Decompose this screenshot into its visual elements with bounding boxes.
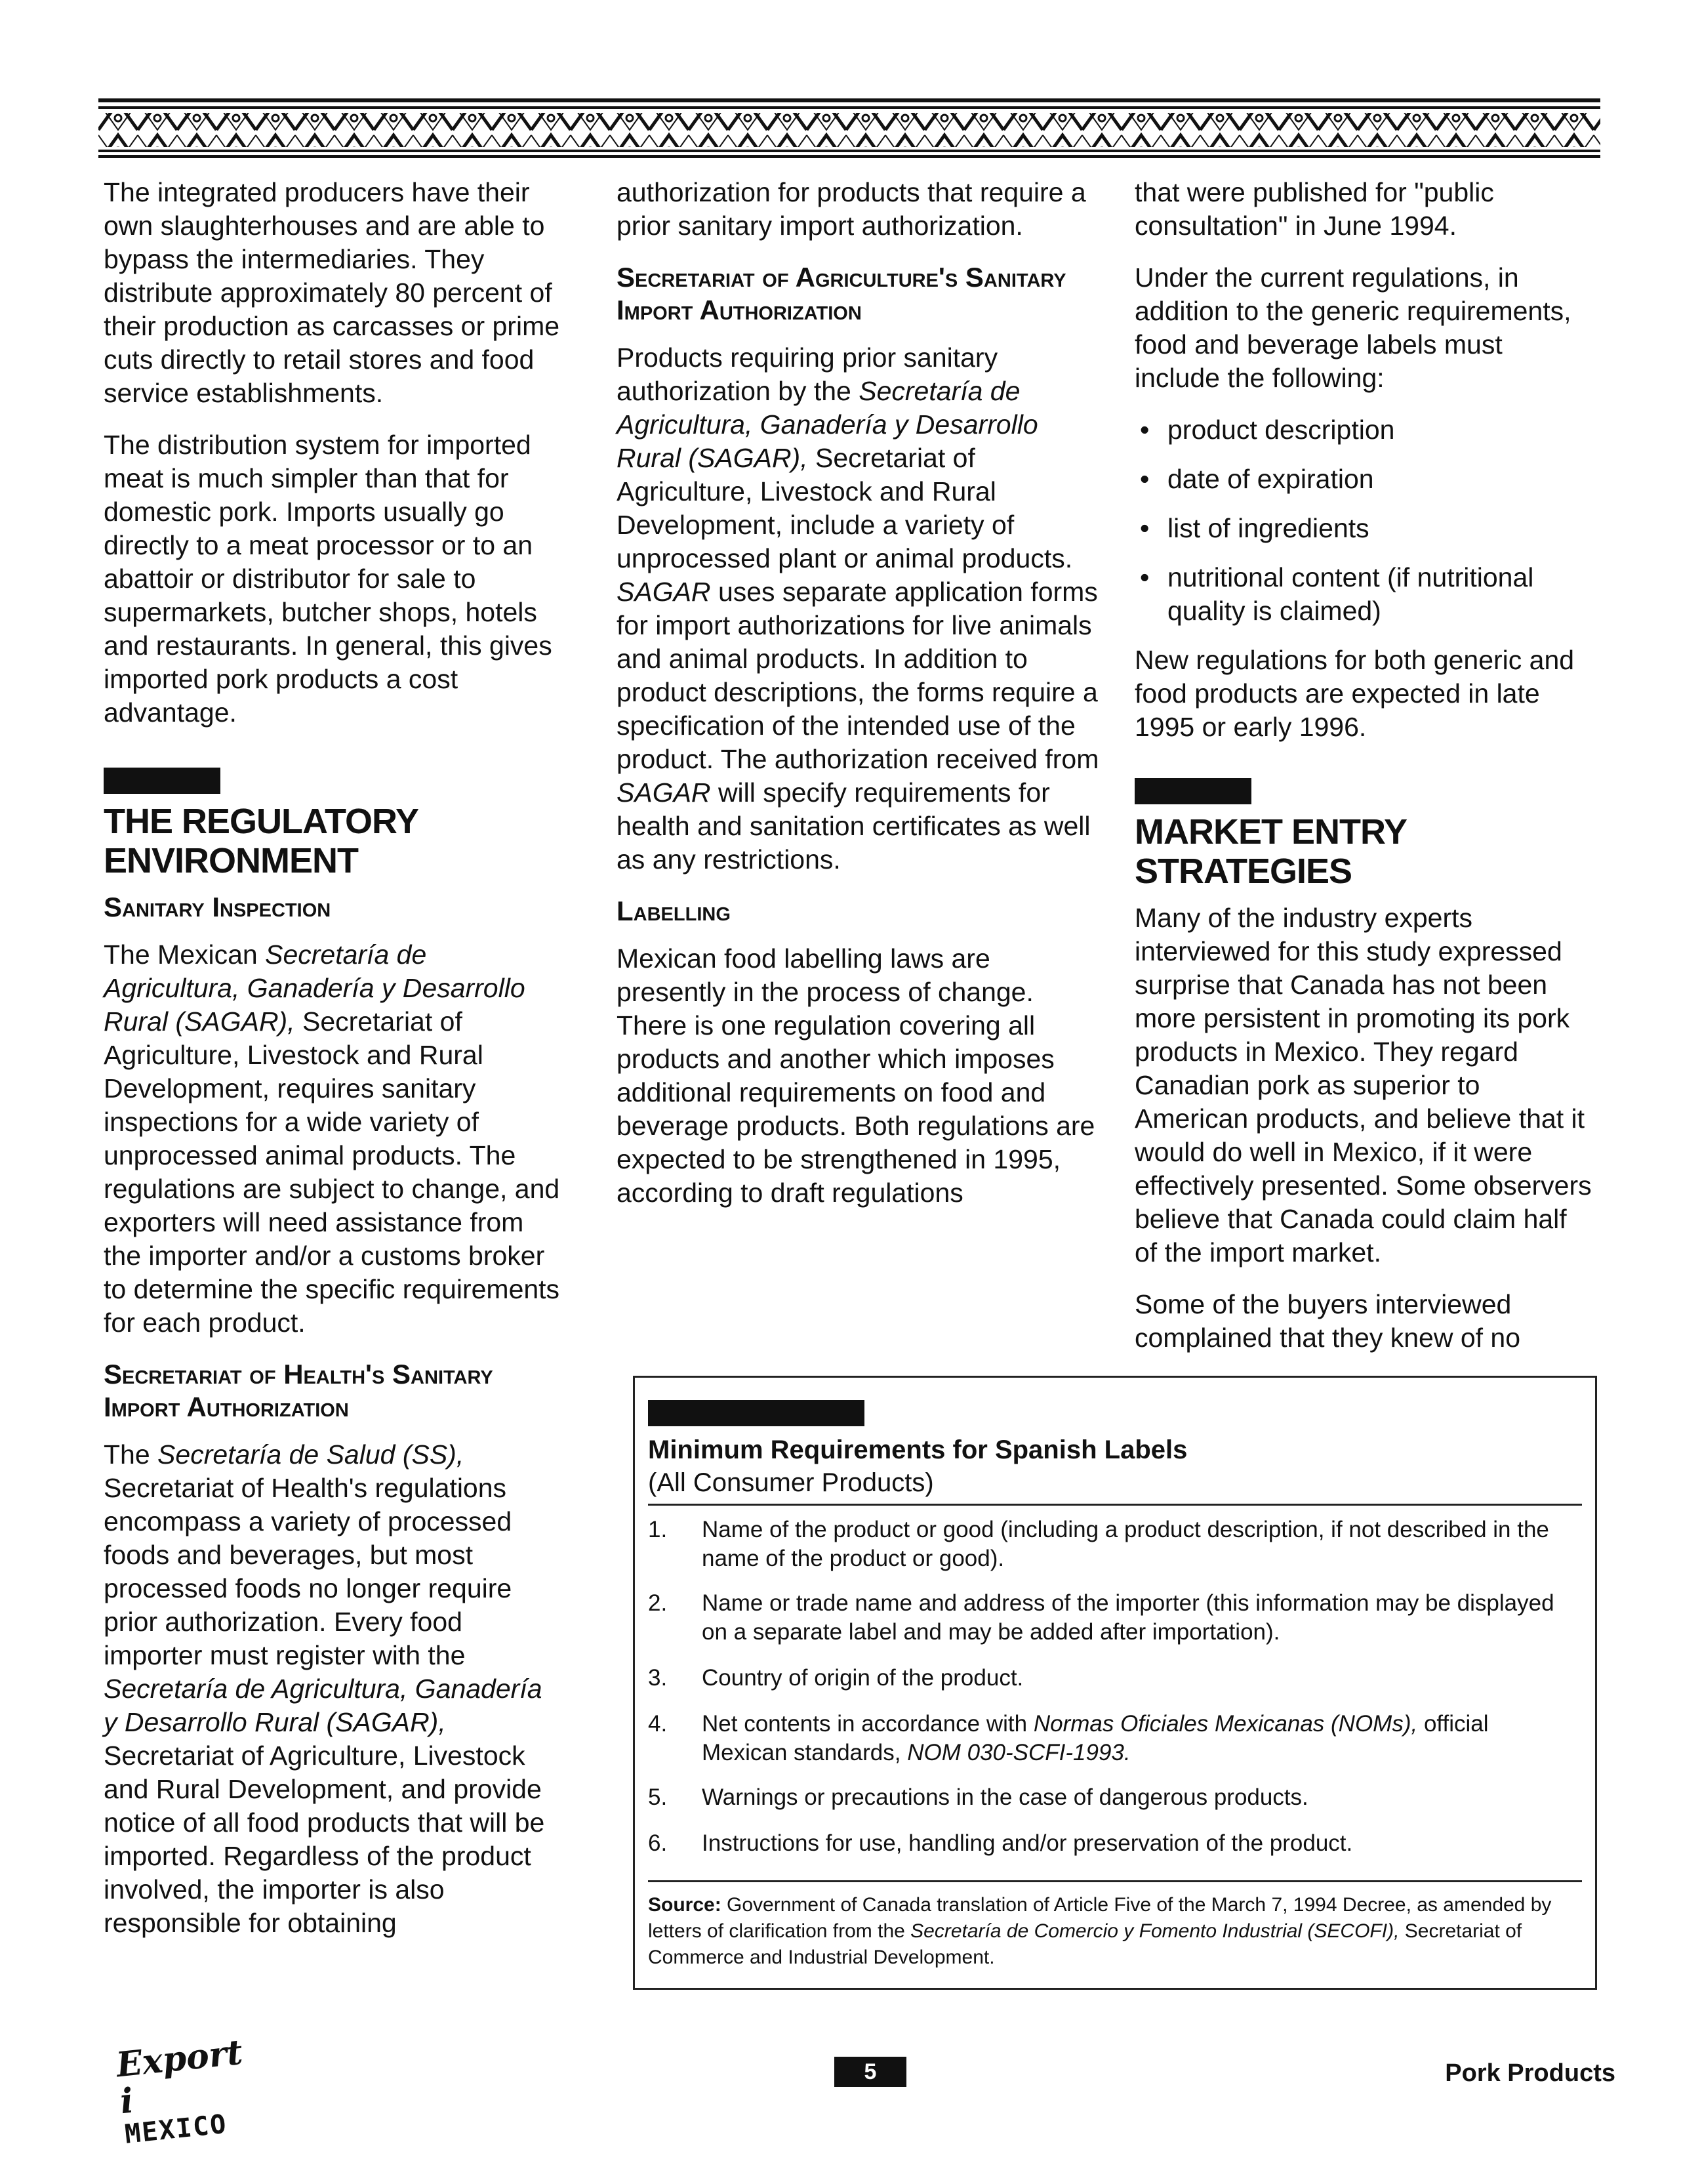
divider (648, 1504, 1582, 1506)
box-title: Minimum Requirements for Spanish Labels (648, 1435, 1188, 1464)
logo-text: Export i (114, 2032, 245, 2122)
subsection-heading: Labelling (617, 896, 731, 926)
divider (648, 1880, 1582, 1882)
subsection-heading: Secretariat of Agriculture's Sanitary Import Authorization (617, 262, 1066, 325)
source-note: Source: Government of Canada translation of Article Five of the March 7, 1994 Decree, as amended by letters of clarification from the Secretaría de Comercio y Fomento Industrial (SECOFI), Secretariat of Commerce and Industrial Development. (648, 1894, 1552, 1968)
item-number: 3. (648, 1665, 668, 1691)
subsection-heading: Sanitary Inspection (104, 892, 331, 922)
column-1 (104, 176, 563, 1958)
item-number: 1. (648, 1517, 668, 1542)
decorative-border (98, 98, 1600, 159)
export-mexico-logo (114, 2032, 249, 2150)
paragraph: The distribution system for imported meat is much simpler than that for domestic pork. Imports usually go directly to a meat processor or to an abattoir or distributor for sale to supermarkets, butcher shops, hotels and restaurants. In general, this gives imported pork products a cost advantage. (104, 430, 552, 728)
section-heading: THE REGULATORY ENVIRONMENT (104, 802, 418, 880)
box-subtitle: (All Consumer Products) (648, 1468, 934, 1497)
section-marker (104, 768, 220, 794)
box-marker (648, 1400, 864, 1426)
page-number: 5 (834, 2057, 906, 2087)
column-3 (1135, 176, 1594, 1373)
item-text: Net contents in accordance with Normas Oficiales Mexicanas (NOMs), official Mexican standards, NOM 030-SCFI-1993. (702, 1711, 1489, 1765)
item-number: 5. (648, 1784, 668, 1810)
paragraph: Some of the buyers interviewed complained that they knew of no (1135, 1289, 1521, 1353)
list-item: • nutritional content (if nutritional quality is claimed) (1135, 561, 1594, 628)
column-2 (617, 176, 1105, 1228)
requirements-box (633, 1376, 1597, 1990)
item-number: 6. (648, 1830, 668, 1856)
paragraph: The Mexican Secretaría de Agricultura, Ganadería y Desarrollo Rural (SAGAR), Secretariat of Agriculture, Livestock and Rural Development, requires sanitary inspections for a wide variety of unprocessed animal products. The regulations are subject to change, and exporters will need assistance from the importer and/or a customs broker to determine the specific requirements for each product. (104, 939, 560, 1338)
list-item: • date of expiration (1135, 463, 1594, 496)
item-text: Instructions for use, handling and/or preservation of the product. (702, 1830, 1353, 1856)
item-text: Name or trade name and address of the importer (this information may be displayed on a separate label and may be added after importation). (702, 1590, 1554, 1645)
item-text: Name of the product or good (including a product description, if not described in the name of the product or good). (702, 1517, 1549, 1571)
item-number: 4. (648, 1711, 668, 1737)
item-number: 2. (648, 1590, 668, 1616)
paragraph: The Secretaría de Salud (SS), Secretariat of Health's regulations encompass a variety of processed foods and beverages, but most processed foods no longer require prior authorization. Every food importer must register with the Secretaría de Agricultura, Ganadería y Desarrollo Rural (SAGAR), Secretariat of Agriculture, Livestock and Rural Development, and provide notice of all food products that will be imported. Regardless of the product involved, the importer is also responsible for obtaining (104, 1439, 545, 1938)
paragraph: Mexican food labelling laws are presently in the process of change. There is one regulation covering all products and another which imposes additional requirements on food and beverage products. Both regulations are expected to be strengthened in 1995, according to draft regulations (617, 943, 1095, 1208)
logo-text: MEXICO (123, 2109, 229, 2150)
footer-title: Pork Products (1445, 2059, 1615, 2087)
paragraph: The integrated producers have their own slaughterhouses and are able to bypass the intermediaries. They distribute approximately 80 percent of their production as carcasses or prime cuts directly to retail stores and food service establishments. (104, 177, 560, 408)
item-text: Warnings or precautions in the case of dangerous products. (702, 1784, 1308, 1810)
subsection-heading: Secretariat of Health's Sanitary Import Authorization (104, 1359, 493, 1422)
section-marker (1135, 778, 1251, 804)
list-item: • list of ingredients (1135, 512, 1594, 545)
paragraph: Many of the industry experts interviewed for this study expressed surprise that Canada has not been more persistent in promoting its pork products in Mexico. They regard Canadian pork as superior to American products, and believe that it would do well in Mexico, if it were effectively presented. Some observers believe that Canada could claim half of the import market. (1135, 903, 1592, 1267)
item-text: Country of origin of the product. (702, 1665, 1024, 1691)
paragraph: Products requiring prior sanitary authorization by the Secretaría de Agricultura, Ganadería y Desarrollo Rural (SAGAR), Secretariat of Agriculture, Livestock and Rural Development, include a variety of unprocessed plant or animal products. SAGAR uses separate application forms for import authorizations for live animals and animal products. In addition to product descriptions, the forms require a specification of the intended use of the product. The authorization received from SAGAR will specify requirements for health and sanitation certificates as well as any restrictions. (617, 342, 1099, 875)
section-heading: MARKET ENTRY STRATEGIES (1135, 812, 1407, 891)
paragraph: New regulations for both generic and food products are expected in late 1995 or early 1996. (1135, 645, 1575, 742)
bullet-list (1135, 413, 1594, 628)
paragraph: authorization for products that require a prior sanitary import authorization. (617, 177, 1086, 241)
paragraph: that were published for "public consultation" in June 1994. (1135, 177, 1494, 241)
paragraph: Under the current regulations, in addition to the generic requirements, food and beverage labels must include the following: (1135, 262, 1571, 393)
list-item: • product description (1135, 413, 1594, 447)
